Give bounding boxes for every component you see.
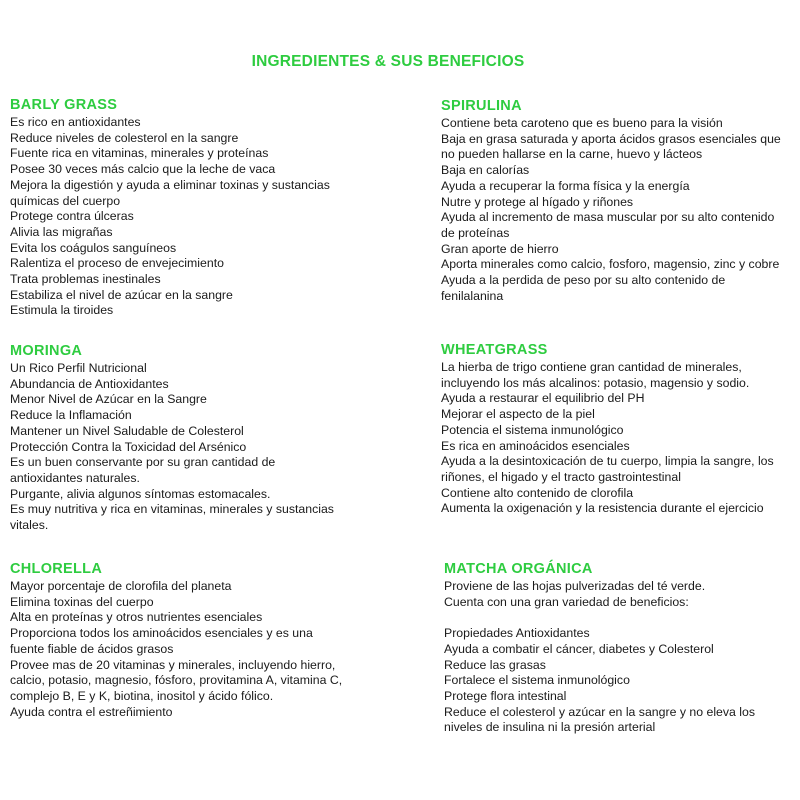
- list-item: Mejorar el aspecto de la piel: [441, 407, 595, 422]
- list-item: fenilalanina: [441, 288, 504, 303]
- list-item: antioxidantes naturales.: [10, 470, 140, 485]
- list-item: Es un buen conservante por su gran cantidad de: [10, 455, 276, 470]
- list-item: incluyendo los más alcalinos: potasio, magensio y sodio.: [441, 375, 750, 390]
- section-heading: MATCHA ORGÁNICA: [444, 561, 593, 577]
- list-item: Ayuda a la desintoxicación de tu cuerpo, limpia la sangre, los: [441, 454, 774, 469]
- list-item: Proviene de las hojas pulverizadas del té verde.: [444, 579, 706, 593]
- list-item: no pueden hallarse en la carne, huevo y lácteos: [441, 147, 703, 162]
- list-item: Alta en proteínas y otros nutrientes esenciales: [10, 610, 263, 625]
- list-item: Baja en grasa saturada y aporta ácidos grasos esenciales que: [441, 131, 781, 146]
- benefit-list: [10, 361, 370, 534]
- list-spacer: [444, 610, 800, 626]
- section-chlorella: [10, 561, 370, 720]
- list-item: Reduce niveles de colesterol en la sangre: [10, 130, 239, 145]
- list-item: Ayuda a recuperar la forma física y la energía: [441, 178, 690, 193]
- list-item: Estabiliza el nivel de azúcar en la sangre: [10, 287, 233, 302]
- list-item: calcio, potasio, magnesio, fósforo, provitamina A, vitamina C,: [10, 673, 343, 688]
- list-item: Contiene beta caroteno que es bueno para la visión: [441, 116, 723, 130]
- list-item: Mayor porcentaje de clorofila del planeta: [10, 579, 232, 593]
- list-item: Es rico en antioxidantes: [10, 115, 141, 129]
- list-item: Contiene alto contenido de clorofila: [441, 485, 634, 500]
- list-item: Protección Contra la Toxicidad del Arsénico: [10, 439, 247, 454]
- list-item: Posee 30 veces más calcio que la leche de vaca: [10, 162, 276, 177]
- list-item: Menor Nivel de Azúcar en la Sangre: [10, 392, 207, 407]
- list-item: fuente fiable de ácidos grasos: [10, 641, 174, 656]
- list-item: Ayuda contra el estreñimiento: [10, 704, 173, 719]
- list-item: Reduce el colesterol y azúcar en la sangre y no eleva los: [444, 704, 756, 719]
- list-item: Elimina toxinas del cuerpo: [10, 594, 154, 609]
- list-item: Un Rico Perfil Nutricional: [10, 361, 147, 375]
- list-item: Ralentiza el proceso de envejecimiento: [10, 256, 224, 271]
- list-item: Gran aporte de hierro: [441, 241, 559, 256]
- section-heading: MORINGA: [10, 343, 83, 359]
- benefit-list: [10, 115, 370, 319]
- list-item: Proporciona todos los aminoácidos esenciales y es una: [10, 626, 313, 641]
- list-item: Es rica en aminoácidos esenciales: [441, 438, 630, 453]
- page-title: INGREDIENTES & SUS BENEFICIOS: [251, 53, 525, 70]
- list-item: Aporta minerales como calcio, fosforo, magensio, zinc y cobre: [441, 257, 780, 272]
- list-item: complejo B, E y K, biotina, inositol y ácido fólico.: [10, 688, 274, 703]
- benefit-list: [441, 360, 800, 517]
- section-spirulina: [441, 98, 800, 304]
- list-item: Abundancia de Antioxidantes: [10, 376, 169, 391]
- list-item: Ayuda a restaurar el equilibrio del PH: [441, 391, 645, 406]
- list-item: Es muy nutritiva y rica en vitaminas, minerales y sustancias: [10, 502, 334, 517]
- list-item: Trata problemas inestinales: [10, 272, 161, 287]
- section-matcha-organica: [444, 561, 800, 736]
- list-item: Estimula la tiroides: [10, 303, 114, 318]
- list-item: Baja en calorías: [441, 163, 530, 178]
- list-item: Reduce la Inflamación: [10, 408, 132, 423]
- list-item: Alivia las migrañas: [10, 224, 113, 239]
- list-item: Mejora la digestión y ayuda a eliminar toxinas y sustancias: [10, 177, 330, 192]
- list-item: Mantener un Nivel Saludable de Colesterol: [10, 423, 244, 438]
- list-item: Fuente rica en vitaminas, minerales y proteínas: [10, 146, 269, 161]
- list-item: vitales.: [10, 518, 49, 533]
- section-heading: WHEATGRASS: [441, 342, 548, 358]
- list-item: Cuenta con una gran variedad de beneficios:: [444, 594, 689, 609]
- section-barly-grass: [10, 97, 370, 319]
- section-heading: BARLY GRASS: [10, 97, 118, 113]
- list-item: Ayuda a la perdida de peso por su alto contenido de: [441, 273, 726, 288]
- list-item: Nutre y protege al hígado y riñones: [441, 194, 634, 209]
- list-item: Fortalece el sistema inmunológico: [444, 673, 630, 688]
- list-item: Protege contra úlceras: [10, 209, 134, 224]
- benefit-list: [10, 579, 370, 720]
- list-item: Purgante, alivia algunos síntomas estomacales.: [10, 486, 271, 501]
- list-item: químicas del cuerpo: [10, 193, 121, 208]
- list-item: Ayuda al incremento de masa muscular por su alto contenido: [441, 210, 775, 225]
- list-item: Aumenta la oxigenación y la resistencia durante el ejercicio: [441, 501, 764, 516]
- list-item: niveles de insulina ni la presión arterial: [444, 720, 656, 735]
- section-wheatgrass: [441, 342, 800, 517]
- list-item: La hierba de trigo contiene gran cantidad de minerales,: [441, 360, 742, 374]
- list-item: Potencia el sistema inmunológico: [441, 422, 624, 437]
- list-item: riñones, el higado y el tracto gastrointestinal: [441, 469, 681, 484]
- list-item: Protege flora intestinal: [444, 688, 567, 703]
- list-item: Reduce las grasas: [444, 657, 546, 672]
- section-heading: CHLORELLA: [10, 561, 103, 577]
- section-moringa: [10, 343, 370, 534]
- list-item: Evita los coágulos sanguíneos: [10, 240, 177, 255]
- benefit-list: [441, 116, 800, 304]
- section-heading: SPIRULINA: [441, 98, 522, 114]
- benefit-list: [444, 579, 800, 736]
- list-item: Ayuda a combatir el cáncer, diabetes y Colesterol: [444, 641, 714, 656]
- list-item: Provee mas de 20 vitaminas y minerales, incluyendo hierro,: [10, 657, 336, 672]
- list-item: de proteínas: [441, 225, 510, 240]
- list-item: Propiedades Antioxidantes: [444, 626, 590, 641]
